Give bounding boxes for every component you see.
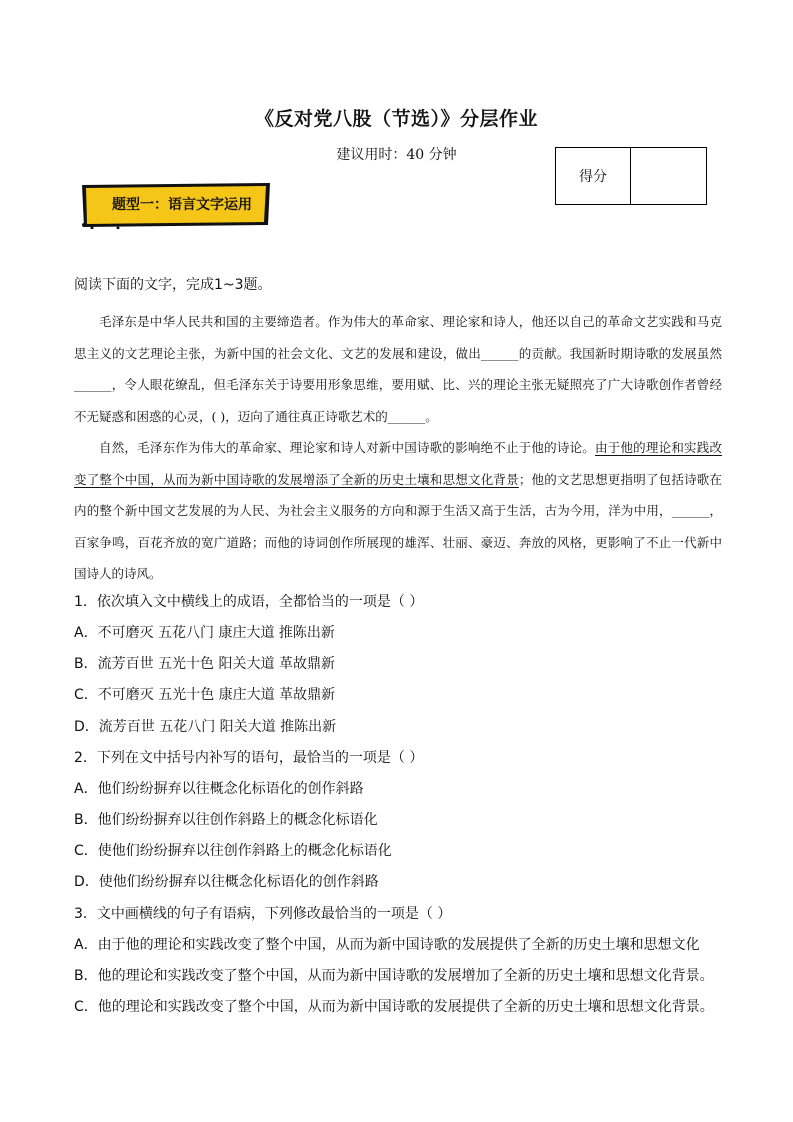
question-1-option-c: C．不可磨灭 五光十色 康庄大道 革故鼎新 bbox=[74, 687, 336, 703]
question-2-option-a: A．他们纷纷摒弃以往概念化标语化的创作斜路 bbox=[74, 781, 364, 797]
question-3-stem: 3．文中画横线的句子有语病，下列修改最恰当的一项是（ ） bbox=[74, 906, 452, 922]
question-3-option-a: A．由于他的理论和实践改变了整个中国，从而为新中国诗歌的发展提供了全新的历史土壤和思想文化 bbox=[74, 937, 700, 953]
question-2-option-b: B．他们纷纷摒弃以往创作斜路上的概念化标语化 bbox=[74, 812, 378, 828]
question-2-option-c: C．使他们纷纷摒弃以往创作斜路上的概念化标语化 bbox=[74, 843, 392, 859]
question-3-option-c: C．他的理论和实践改变了整个中国，从而为新中国诗歌的发展提供了全新的历史土壤和思想文化背景。 bbox=[74, 999, 714, 1015]
passage-underlined-sentence: 由于他的理论和实践改变了整个中国，从而为新中国诗歌的发展增添了全新的历史土壤和思想文化背景 bbox=[74, 440, 722, 487]
question-1-stem: 1．依次填入文中横线上的成语，全都恰当的一项是（ ） bbox=[74, 594, 424, 610]
question-1-option-a: A．不可磨灭 五花八门 康庄大道 推陈出新 bbox=[74, 625, 335, 641]
score-label: 得分 bbox=[556, 148, 631, 204]
page-title: 《反对党八股（节选）》分层作业 bbox=[254, 108, 538, 130]
question-3-option-b: B．他的理论和实践改变了整个中国，从而为新中国诗歌的发展增加了全新的历史土壤和思想文化背景。 bbox=[74, 968, 714, 984]
section-banner bbox=[78, 181, 273, 229]
score-box bbox=[555, 147, 707, 205]
passage-paragraph-1: 毛泽东是中华人民共和国的主要缔造者。作为伟大的革命家、理论家和诗人，他还以自己的革命文艺实践和马克思主义的文艺理论主张，为新中国的社会文化、文艺的发展和建设，做出______的贡献。我国新时期诗歌的发展虽然______，令人眼花缭乱，但毛泽东关于诗要用形象思维，要用赋、比、兴的理论主张无疑照亮了广大诗歌创作者曾经不无疑惑和困惑的心灵，( )，迈向了通往真正诗歌艺术的______。 bbox=[74, 314, 722, 424]
question-1-option-d: D．流芳百世 五花八门 阳关大道 推陈出新 bbox=[74, 719, 337, 735]
suggested-time: 建议用时：40 分钟 bbox=[336, 147, 457, 163]
instructions: 阅读下面的文字，完成1~3题。 bbox=[74, 277, 272, 293]
passage-p2-before: 自然，毛泽东作为伟大的革命家、理论家和诗人对新中国诗歌的影响绝不止于他的诗论。 bbox=[99, 440, 596, 455]
question-2-option-d: D．使他们纷纷摒弃以往概念化标语化的创作斜路 bbox=[74, 874, 379, 890]
score-value-field[interactable] bbox=[631, 148, 706, 204]
passage-p2-after: ；他的文艺思想更指明了包括诗歌在内的整个新中国文艺发展的为人民、为社会主义服务的方向和源于生活又高于生活，古为今用，洋为中用，______，百家争鸣，百花齐放的宽广道路；而他的诗词创作所展现的雄浑、壮丽、豪迈、奔放的风格，更影响了不止一代新中国诗人的诗风。 bbox=[74, 471, 722, 581]
question-1-option-b: B．流芳百世 五光十色 阳关大道 革故鼎新 bbox=[74, 656, 335, 672]
passage-paragraph-2 bbox=[74, 432, 722, 590]
section-banner-label: 题型一：语言文字运用 bbox=[112, 197, 252, 213]
question-2-stem: 2．下列在文中括号内补写的语句，最恰当的一项是（ ） bbox=[74, 750, 424, 766]
